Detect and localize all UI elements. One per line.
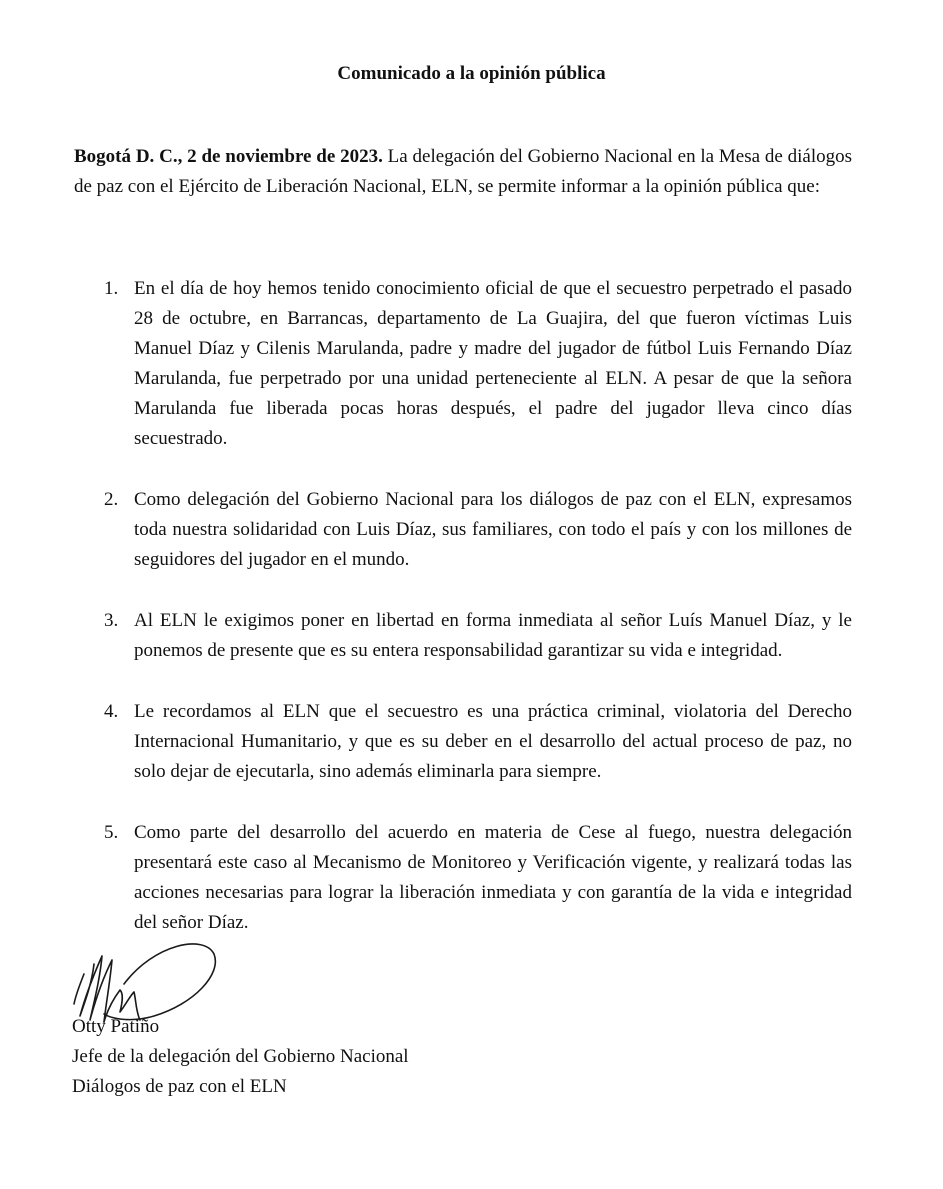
intro-text: La delegación del Gobierno Nacional en la Mesa de diálogos de paz con el Ejército de Liberación Nacional, ELN, se permite informar a la opinión pública que: xyxy=(74,146,853,197)
list-item-number: 1. xyxy=(104,278,119,299)
signatory-unit: Diálogos de paz con el ELN xyxy=(72,1076,287,1097)
list-item-text: Le recordamos al ELN que el secuestro es una práctica criminal, violatoria del Derecho Internacional Humanitario, y que es su deber en el desarrollo del actual proceso de paz, no solo dejar de ejecutarla, sino además eliminarla para siempre. xyxy=(134,701,852,782)
intro-paragraph xyxy=(74,142,852,202)
document-title: Comunicado a la opinión pública xyxy=(337,63,606,84)
statement-list xyxy=(74,274,852,969)
list-item-number: 3. xyxy=(104,610,119,631)
list-item-text: Como delegación del Gobierno Nacional para los diálogos de paz con el ELN, expresamos toda nuestra solidaridad con Luis Díaz, sus familiares, con todo el país y con los millones de seguidores del jugador en el mundo. xyxy=(134,489,852,570)
list-item-number: 4. xyxy=(104,701,119,722)
list-item-number: 5. xyxy=(104,822,119,843)
list-item xyxy=(74,606,852,666)
list-item-number: 2. xyxy=(104,489,119,510)
signatory-name: Otty Patiño xyxy=(72,1016,160,1037)
list-item xyxy=(74,818,852,938)
intro-lead: Bogotá D. C., 2 de noviembre de 2023. xyxy=(74,146,383,167)
list-item-text: Al ELN le exigimos poner en libertad en forma inmediata al señor Luís Manuel Díaz, y le ponemos de presente que es su entera responsabilidad garantizar su vida e integridad. xyxy=(134,610,852,661)
list-item xyxy=(74,697,852,787)
list-item xyxy=(74,274,852,454)
signature-block xyxy=(72,1012,409,1102)
list-item-text: Como parte del desarrollo del acuerdo en materia de Cese al fuego, nuestra delegación presentará este caso al Mecanismo de Monitoreo y Verificación vigente, y realizará todas las acciones necesarias para lograr la liberación inmediata y con garantía de la vida e integridad del señor Díaz. xyxy=(134,822,852,933)
list-item-text: En el día de hoy hemos tenido conocimiento oficial de que el secuestro perpetrado el pasado 28 de octubre, en Barrancas, departamento de La Guajira, del que fueron víctimas Luis Manuel Díaz y Cilenis Marulanda, padre y madre del jugador de fútbol Luis Fernando Díaz Marulanda, fue perpetrado por una unidad perteneciente al ELN. A pesar de que la señora Marulanda fue liberada pocas horas después, el padre del jugador lleva cinco días secuestrado. xyxy=(134,278,852,449)
signatory-role: Jefe de la delegación del Gobierno Nacional xyxy=(72,1046,409,1067)
list-item xyxy=(74,485,852,575)
